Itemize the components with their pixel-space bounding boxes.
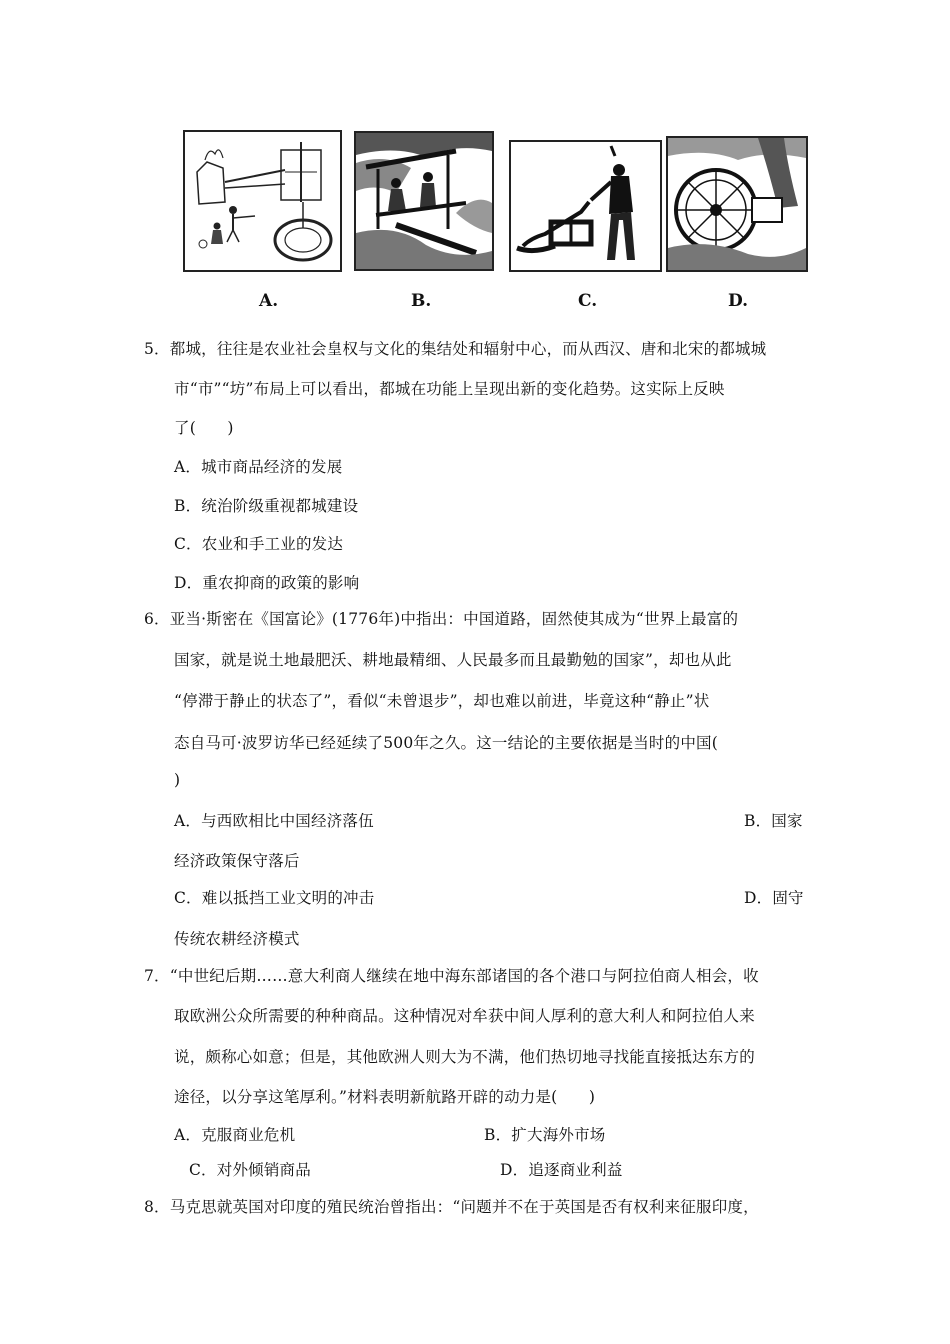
q5-stem-line-2: 市“市”“坊”布局上可以看出，都城在功能上呈现出新的变化趋势。这实际上反映 [174,380,725,398]
q6-option-a: A．与西欧相比中国经济落伍 [174,812,374,830]
figure-c-illustration [511,142,660,270]
q6-option-b-start: B．国家 [744,812,803,830]
q6-stem-line-2: 国家，就是说土地最肥沃、耕地最精细、人民最多而且最勤勉的国家”，却也从此 [174,651,732,669]
q6-option-d-cont: 传统农耕经济模式 [174,930,300,948]
q7-stem-line-2: 取欧洲公众所需要的种种商品。这种情况对牟获中间人厚利的意大利人和阿拉伯人来 [174,1007,755,1025]
figure-b-label: B. [411,291,432,311]
figure-d [666,136,808,272]
q6-stem-line-5: ) [174,771,181,789]
q5-stem-line-1: 5．都城，往往是农业社会皇权与文化的集结处和辐射中心，而从西汉、唐和北宋的都城城 [144,340,767,358]
q5-stem-line-3: 了( ) [174,419,234,437]
q6-option-c: C．难以抵挡工业文明的冲击 [174,889,375,907]
q5-option-a: A．城市商品经济的发展 [174,458,343,476]
figure-d-illustration [668,138,806,270]
q7-option-a: A．克服商业危机 [174,1126,296,1144]
q6-option-d-start: D．固守 [744,889,804,907]
figure-a [183,130,342,272]
q5-option-c: C．农业和手工业的发达 [174,535,344,553]
q6-option-b-cont: 经济政策保守落后 [174,852,300,870]
q7-stem-line-1: 7．“中世纪后期……意大利商人继续在地中海东部诸国的各个港口与阿拉伯商人相会，收 [144,967,759,985]
q5-option-d: D．重农抑商的政策的影响 [174,574,360,592]
q6-stem-line-1: 6．亚当·斯密在《国富论》(1776年)中指出：中国道路，固然使其成为“世界上最富的 [144,610,739,628]
q7-option-d: D．追逐商业利益 [500,1161,623,1179]
q7-option-b: B．扩大海外市场 [484,1126,606,1144]
figure-b-illustration [356,133,492,269]
q7-option-c: C．对外倾销商品 [189,1161,311,1179]
q6-stem-line-4: 态自马可·波罗访华已经延续了500年之久。这一结论的主要依据是当时的中国( [174,734,718,752]
figure-c-label: C. [578,291,598,311]
figure-a-illustration [185,132,340,270]
q8-stem-line-1: 8．马克思就英国对印度的殖民统治曾指出：“问题并不在于英国是否有权利来征服印度， [144,1198,759,1216]
figure-c [509,140,662,272]
q5-option-b: B．统治阶级重视都城建设 [174,497,359,515]
q6-stem-line-3: “停滞于静止的状态了”，看似“未曾退步”，却也难以前进，毕竟这种“静止”状 [174,692,710,710]
figure-b [354,131,494,271]
q7-stem-line-4: 途径，以分享这笔厚利。”材料表明新航路开辟的动力是( ) [174,1088,596,1106]
figure-a-label: A. [259,291,279,311]
figure-d-label: D. [728,291,749,311]
q7-stem-line-3: 说，颇称心如意；但是，其他欧洲人则大为不满，他们热切地寻找能直接抵达东方的 [174,1048,755,1066]
